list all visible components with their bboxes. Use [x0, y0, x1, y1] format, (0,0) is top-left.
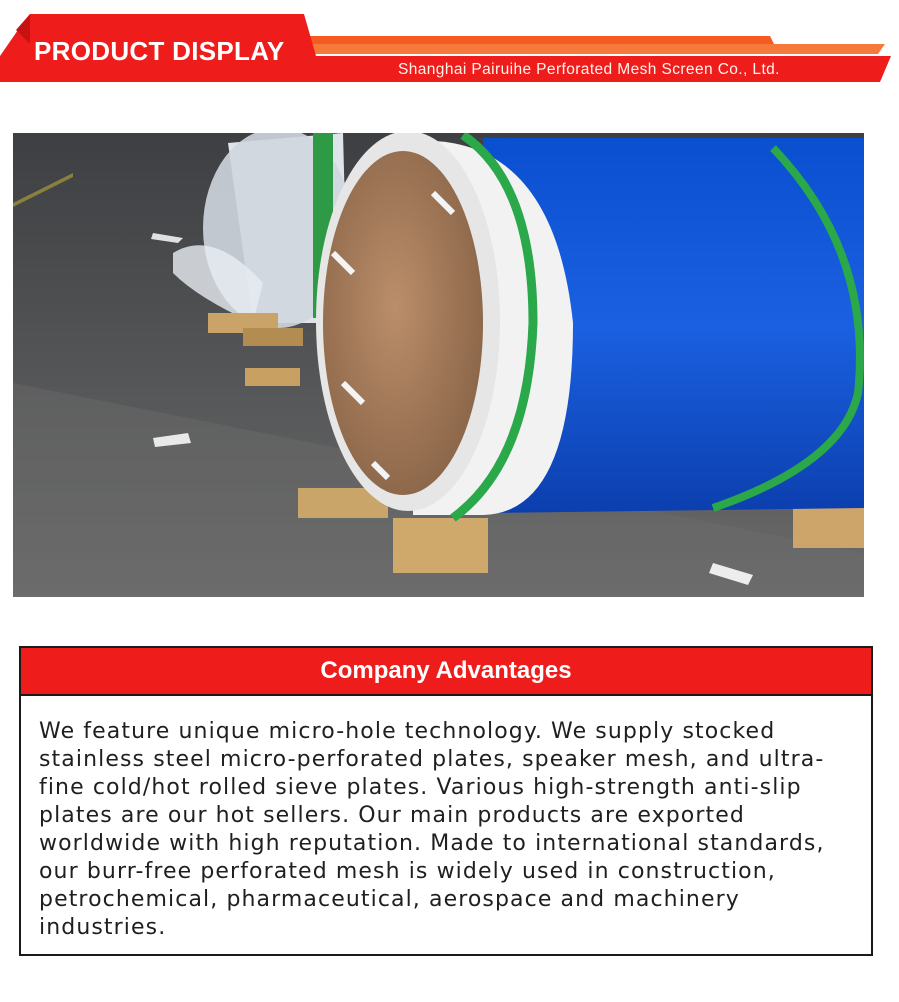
advantages-title: Company Advantages	[320, 657, 572, 684]
advantages-text: We feature unique micro-hole technology. We supply stocked stainless steel micro-perforated plates, speaker mesh, and ultra-fine cold/hot rolled sieve plates. Various high-strength anti-slip plates are our hot sellers. Our main products are exported worldwide with high reputation. Made to international standards, our burr-free perforated mesh is widely used in construction, petrochemical, pharmaceutical, aerospace and machinery industries.	[39, 719, 825, 940]
page-title: PRODUCT DISPLAY	[34, 36, 285, 66]
header-banner	[0, 0, 899, 90]
company-name: Shanghai Pairuihe Perforated Mesh Screen Co., Ltd.	[398, 61, 780, 78]
advantages-header	[21, 648, 871, 696]
product-photo	[13, 133, 864, 597]
steel-coil-illustration	[13, 133, 864, 597]
advantages-card	[19, 646, 873, 956]
